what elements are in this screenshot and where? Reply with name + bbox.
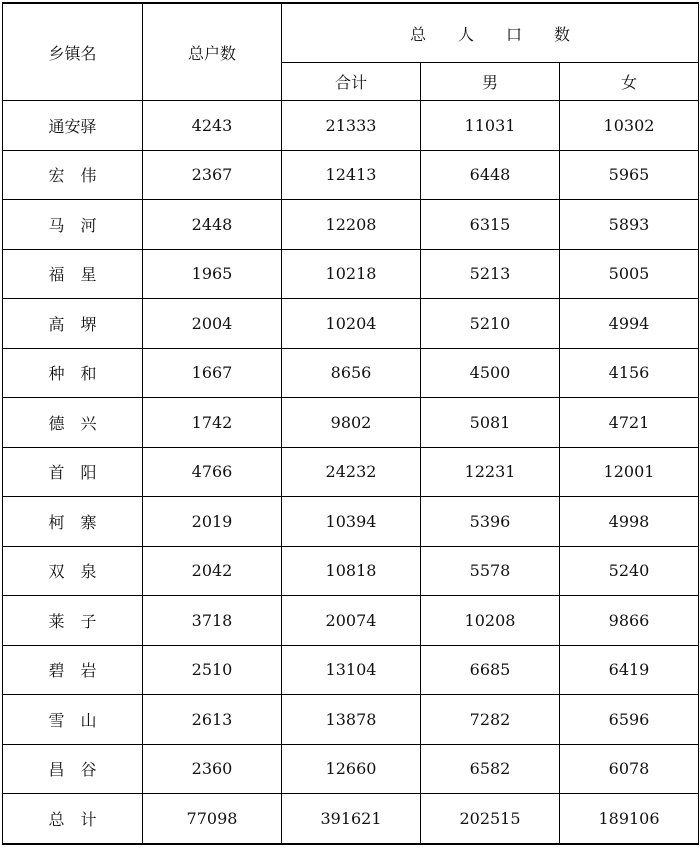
cell-town: 马 河	[3, 200, 143, 250]
cell-total: 10204	[282, 299, 421, 349]
cell-female: 5965	[560, 150, 699, 200]
cell-households: 2004	[143, 299, 282, 349]
cell-male: 5578	[421, 546, 560, 596]
table-row	[3, 447, 699, 497]
cell-households: 2448	[143, 200, 282, 250]
cell-households: 4243	[143, 101, 282, 151]
cell-town: 双 泉	[3, 546, 143, 596]
population-table	[2, 2, 699, 845]
table-row	[3, 645, 699, 695]
cell-male: 4500	[421, 348, 560, 398]
cell-female: 9866	[560, 596, 699, 646]
header-total: 合计	[282, 63, 421, 101]
header-town: 乡镇名	[3, 3, 143, 101]
cell-town: 宏 伟	[3, 150, 143, 200]
cell-female: 10302	[560, 101, 699, 151]
cell-households: 2367	[143, 150, 282, 200]
cell-town: 德 兴	[3, 398, 143, 448]
cell-households: 1965	[143, 249, 282, 299]
cell-town: 高 堺	[3, 299, 143, 349]
cell-total: 13878	[282, 695, 421, 745]
cell-female: 6078	[560, 744, 699, 794]
cell-male: 10208	[421, 596, 560, 646]
cell-male: 7282	[421, 695, 560, 745]
cell-female: 6419	[560, 645, 699, 695]
table-row	[3, 398, 699, 448]
header-female: 女	[560, 63, 699, 101]
cell-town: 福 星	[3, 249, 143, 299]
cell-town: 首 阳	[3, 447, 143, 497]
cell-male: 12231	[421, 447, 560, 497]
cell-households: 77098	[143, 794, 282, 844]
table-row	[3, 348, 699, 398]
cell-male: 6582	[421, 744, 560, 794]
cell-households: 2613	[143, 695, 282, 745]
cell-female: 5005	[560, 249, 699, 299]
cell-female: 4994	[560, 299, 699, 349]
table-row	[3, 150, 699, 200]
table-row	[3, 497, 699, 547]
cell-households: 2042	[143, 546, 282, 596]
cell-male: 5081	[421, 398, 560, 448]
table-row	[3, 744, 699, 794]
cell-households: 2019	[143, 497, 282, 547]
table-row	[3, 546, 699, 596]
cell-town: 通安驿	[3, 101, 143, 151]
cell-town: 种 和	[3, 348, 143, 398]
table-row	[3, 695, 699, 745]
cell-households: 2360	[143, 744, 282, 794]
cell-female: 5240	[560, 546, 699, 596]
cell-male: 6685	[421, 645, 560, 695]
table-row	[3, 794, 699, 844]
cell-female: 4721	[560, 398, 699, 448]
cell-male: 5396	[421, 497, 560, 547]
cell-town: 总 计	[3, 794, 143, 844]
cell-male: 202515	[421, 794, 560, 844]
cell-male: 6315	[421, 200, 560, 250]
cell-households: 3718	[143, 596, 282, 646]
cell-female: 5893	[560, 200, 699, 250]
table-row	[3, 249, 699, 299]
cell-female: 189106	[560, 794, 699, 844]
table-body	[3, 101, 699, 844]
cell-total: 10818	[282, 546, 421, 596]
cell-total: 391621	[282, 794, 421, 844]
cell-male: 11031	[421, 101, 560, 151]
cell-households: 2510	[143, 645, 282, 695]
table-row	[3, 596, 699, 646]
cell-total: 21333	[282, 101, 421, 151]
cell-female: 4998	[560, 497, 699, 547]
cell-total: 8656	[282, 348, 421, 398]
header-households: 总户数	[143, 3, 282, 101]
cell-total: 10218	[282, 249, 421, 299]
cell-town: 柯 寨	[3, 497, 143, 547]
header-male: 男	[421, 63, 560, 101]
table-row	[3, 101, 699, 151]
cell-town: 碧 岩	[3, 645, 143, 695]
table-row	[3, 299, 699, 349]
cell-total: 10394	[282, 497, 421, 547]
cell-total: 12413	[282, 150, 421, 200]
cell-male: 6448	[421, 150, 560, 200]
cell-total: 12208	[282, 200, 421, 250]
table-row	[3, 200, 699, 250]
cell-town: 雪 山	[3, 695, 143, 745]
cell-total: 24232	[282, 447, 421, 497]
header-population: 总 人 口 数	[282, 3, 699, 63]
cell-town: 莱 子	[3, 596, 143, 646]
cell-town: 昌 谷	[3, 744, 143, 794]
cell-female: 12001	[560, 447, 699, 497]
cell-female: 6596	[560, 695, 699, 745]
cell-male: 5213	[421, 249, 560, 299]
cell-total: 13104	[282, 645, 421, 695]
cell-households: 4766	[143, 447, 282, 497]
cell-total: 12660	[282, 744, 421, 794]
cell-total: 9802	[282, 398, 421, 448]
cell-households: 1742	[143, 398, 282, 448]
cell-households: 1667	[143, 348, 282, 398]
cell-male: 5210	[421, 299, 560, 349]
cell-female: 4156	[560, 348, 699, 398]
cell-total: 20074	[282, 596, 421, 646]
